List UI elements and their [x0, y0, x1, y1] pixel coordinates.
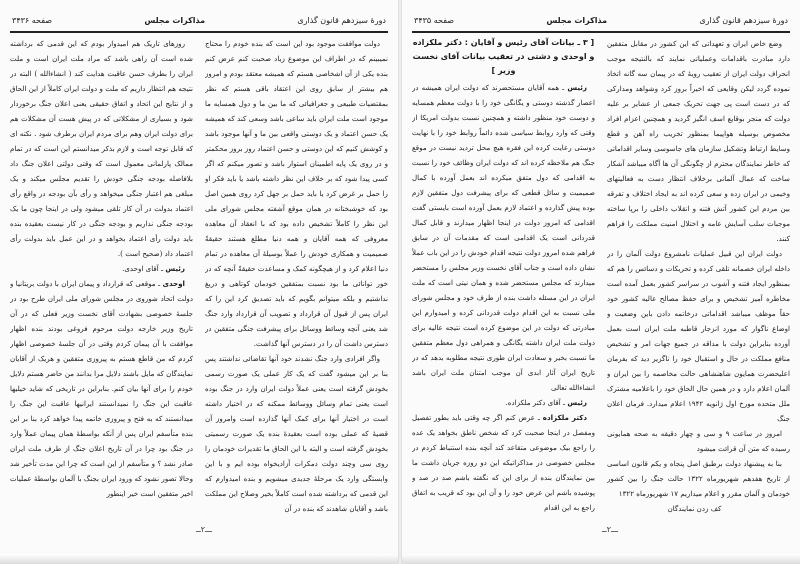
- speaker-name: رئیس: [567, 83, 587, 92]
- text-columns: [10, 36, 388, 522]
- paragraph: روزهای تاریک هم امیدوار بودم که این قدمی که برداشته شده است آن راهی باشد که مراد ملت ایران است و ملت ایران را بطرف حسن عاقبت هدایت کند ( انشاءالله ) البته در نتیجه هم انتظار داریم که ملت و دولت ایران کاملاً از این الحاق و از نتایج این اتحاد و اتفاق حقیقی یعنی اعلان جنگ برخوردار شود و بسیاری از مشکلاتی که در پیش هست آن مشکلات هم برای دولت ایران وهم برای مردم ایران برطرف شود . نکته ای که قابل توجه است و لازم بذکر میدانستم این است که در تمام ممالک پارلمانی معمول است که وقتی دولتی اعلان جنگ داد بلافاصله بودجه جنگی خودش را تقدیم مجلس میکند و یک مبلغی هم اعتبار جنگی میخواهد و رأی بآن بودجه در واقع رأی اعتماد بدولت در آن کار تلقی میشود ولی در اینجا چون ما یک بودجه جنگی نداریم و بودجه جنگی در کار نیست بعقیده بنده باید دولت رأی اعتماد بخواهد و در این عمل باید بدولت رأی اعتماد داد (صحیح است ).: [10, 39, 193, 258]
- paragraph: واگر افرادی وارد جنگ نشدند خود آنها تقاضائی نداشتند پس بنا بر این میشود گفت که یک کار عملی یک صورت رسمی بخودش گرفته است یعنی عملاً دولت ایران وارد در جنگ بوده است یعنی تمام وسائل ووسائط ممکنه که در اختیار داشته است در اختیار آنها برای کمک آنها گذارده است وامروز آن قضیهٔ که عملی بوده است بعقیدهٔ بنده یک صورت رسمیتی بخودش گرفته است و البته با این الحاق ما تقدیرات خودمان را روی سی وچند دولت دمکرات آزادیخواه بوده ایم و با این وابستگی وارد یک مرحلهٔ جدیدی میشویم و بنده امیدوارم که این قدمی که برداشته شده است کاملاً بخیر وصلاح این مملکت باشد و آقایان شاهدند که بنده در آن: [205, 354, 388, 513]
- paragraph: دولت ایران این قبیل عملیات نامشروع دولت آلمان را در داخله ایران خصمانه تلقی کرده و تحریکات و دسائس را هم که بمنظور ایجاد فتنه و آشوب در سراسر کشور بعمل آمده است مخاطره آمیز تشخیص و برای حفظ مصالح عالیه کشور خود حقاً موظف میباشد اقداماتی درخاتمه دادن باین وضعیت و اوضاع ناگوار که مورد انزجار قاطبه ملت ایران است بعمل آورده بنابراین دولت با مداقه در جمیع جهات امر و تشخیص منافع مملکت در حال و استقبال خود را ناگزیر دید که بفرمان اعلیحضرت همایون شاهنشاهی حالت مخاصمه را بین ایران و آلمان اعلام دارد و در همین حال الحاق خود را باعلامیه مشترک ملل متحده مورخ اول ژانویه ۱۹۴۲ اعلام میدارد. فرمان اعلان جنگ: [607, 249, 790, 423]
- series-label: دورهٔ سیزدهم قانون گذاری: [699, 15, 788, 25]
- page-number: صفحه ۳۴۳۵: [414, 15, 455, 25]
- applause-note: کف زدن نمایندگان: [667, 504, 722, 513]
- text-columns: [412, 36, 790, 522]
- right-page: [402, 0, 800, 564]
- speech-text: ـ آقای دکتر ملکزاده.: [505, 398, 568, 407]
- speech-paragraph: [10, 261, 193, 276]
- speaker-name: رئیس: [567, 398, 587, 407]
- folio-mark: ـــ۲ــ: [196, 525, 213, 534]
- speech-paragraph: [412, 80, 595, 395]
- scan-edge-shadow: [0, 554, 398, 564]
- left-page: [0, 0, 398, 564]
- speech-text: ـ همه آقایان مستحضرند که دولت ایران همیشه در اعصار گذشته دوستی و یگانگی خود را با دولت معظم همسایه و دوست خود منظور داشته و همچنین نسبت بدولت امریکا از وقتی که وارد روابط سیاسی شده دائماً روابط خود را با نهایت دوستی رعایت کرده این فقره هیچ محل تردید نیست در موقع جنگ هم ملاحظه کرده اند که دولت ایران وظائف خود را نسبت به اقدامی که دول متفق میکرده اند بعمل آورده با کمال صمیمیت و سائل قطعی که برای پیشرفت دول متفقین لازم بوده پیش گذارده و اعتماد لازم بعمل آورده است بایستی گفت اقدامی که امروز دولت در اینجا اظهار میدارند و قابل کمال قدردانی است یک اقدامی است که مقدمات آن در سابق فراهم شده امروز دولت نتیجه اقدام خودش را در این باب عملاً نشان داده است و جناب آقای نخست وزیر مجلس را مستحضر میدارند که مجلس مستحضر شده و همان نیتی است که ملت ایران در این مسئله داشت بنده از طرف خود و مجلس شورای ملی نسبت به این اقدام دولت قدردانی کرده و امیدوارم این مبادرتی که دولت در این موضوع کرده است نتیجه عالیه برای دولت ملت ایران داشته یگانگی و همراهی دول معظم متفقین ما نسبت بخیر و سعادت ایران طوری نتیجه مطلوبه بدهد که در تاریخ ایران آثار ابدی آن موجب امتنان ملت ایران باشد انشاءالله تعالی: [412, 83, 595, 392]
- column-left: [412, 36, 595, 522]
- column-left: [10, 36, 193, 522]
- series-label: دورهٔ سیزدهم قانون گذاری: [297, 15, 386, 25]
- folio-mark: ـــ۲ــ: [602, 525, 619, 534]
- speech-text: ـ عرض کنم اگر چه وقتی باید بطور تفصیل ومفصل در اینجا صحبت کرد که شخص ناطق بخواهد یک عده را راجع بیک موضوعی متقاعد کند آنچه بنده استنباط کردم در مجلس خصوصی در مذاکراتیکه این دو روزه جریان داشت ما بین نمایندگان بنده از برای این که نگفته باشم صد در صد و پوشیده باشم این عرض خود را و آن این بود که قریب به اتفاق راجع به این اقدام: [412, 413, 595, 512]
- paragraph: دولت موافقت موجود بود این است که بنده خودم را محتاج نمیبینم که در اطراف این موضوع زیاد صحبت کنم عرض کنم بنده یکی از آن اشخاصی هستم که همیشه معتقد بودم و امروز هم بیشتر از سابق روی این اعتقاد باقی هستم که نظر بمقتضیات طبیعی و جغرافیائی که ما بین ما و دول همسایه ما موجود است ملت ایران باید ساعی باشد وسعی کند که همیشه یک حسن اعتماد و یک دوستی واقعی بین ما و آنها موجود باشد و کوشش کنیم که این دوستی و حسن اعتماد روز بروز محکمتر و در روی یک پایه اطمینان استوار باشد و تصور میکنم که اگر کسی پیدا شود که بر خلاف این نظر داشته باشد یا باید فکر او را حمل بر غرض کرد یا باید حمل بر جهل کرد روی همین اصل بود که خوشبختانه در همان موقع آشفته مجلس شورای ملی این نظر را کاملاً تشخیص داده بود که با انعقاد آن معاهده معروفی که همه آقایان و همه دنیا مطلع هستند حقیقةً صمیمیت و همکاری خودش را عملاً بوسیلهٔ آن معاهده در تمام دنیا اعلام کرد و از هیچگونه کمک و مساعدت حقیقةً آنچه که در خور توانائی ما بود نسبت بمتفقین خودمان کوتاهی و دریغ نداشتیم و بلکه میتوانم بگویم که باید تصدیق کرد این را که ایران پس از قبول آن قرارداد و تصویب آن قرارداد وارد جنگ شد یعنی آنچه وسائط ووسائل برای پیشرفت جنگی متفقین در دسترس داشت آن را در دسترس آنها گذاشت.: [205, 39, 388, 348]
- section-heading: [ ۳ ـ بیانات آقای رئیس و آقایان : دکتر ملکزاده و اوحدی و دشتی در تعقیب بیانات آقای نخست وزیر ]: [412, 38, 595, 75]
- speech-paragraph: [412, 395, 595, 410]
- column-right: [205, 36, 388, 522]
- page-number: صفحه ۳۴۳۶: [12, 15, 53, 25]
- speech-paragraph: [412, 410, 595, 515]
- speaker-name: دکتر ملکزاده: [542, 413, 587, 422]
- decree-paragraph: بنا به پیشنهاد دولت برطبق اصل پنجاه و یکم قانون اساسی از تاریخ هفدهم شهریورماه ۱۳۲۲ حالت جنگ را بین کشور خودمان و آلمان مقرر و اعلام میداریم ۱۷ شهریورماه ۱۳۲۲: [607, 459, 790, 498]
- journal-title: مذاکرات مجلس: [144, 15, 206, 25]
- column-right: [607, 36, 790, 522]
- running-head: [12, 12, 386, 28]
- paragraph: وضع خاص ایران و تعهداتی که این کشور در مقابل متفقین دارد مبادرت باقدامات وعملیاتی نمایند که بالنتیجه موجب انحراف دولت ایران از تعقیب رویهٔ که در پیمان سه گانه اتخاذ نموده گردد لیکن وقایعی که اخیراً بروز کرد وشواهد ومدارکی که در دست است پی جهت تحریک جمعی از عشایر بر علیه دولت که منجر بوقایع اسف انگیز گردید و همچنین اعزام افراد مخصوص بوسیله هواپیما بمنظور تخریب راه آهن و قطع وسایط ارتباط وتشکیل سازمان های جاسوسی وسایر اقداماتی که خاطر نمایندگان محترم از چگونگی آن ها آگاه میباشد آشکار ساخت که عمال آلمانی برخلاف انتظار دست به فعالیتهای وخیمی در ایران زده و سعی کرده اند به ایجاد اختلاف و تفرقه بین مردم این کشور آتش فتنه و انقلاب داخلی را برپا ساخته موجبات سلب آسایش عامه و اختلال امنیت مملکت را فراهم کنند.: [607, 39, 790, 243]
- speech-paragraph: [10, 276, 193, 501]
- running-head: [414, 12, 788, 28]
- speech-text: ـ آقای اوحدی.: [122, 264, 166, 273]
- speaker-name: رئیس: [165, 264, 185, 273]
- paragraph: امروز در ساعت ۹ و سی و چهار دقیقه به صحه همایونی رسیده که متن آن قرائت میشود: [607, 429, 790, 453]
- speech-text: ـ موقعی که قرارداد و پیمان ایران با دولت بریتانیا و دولت اتحاد شوروی در مجلس شورای ملی ایران طرح بود در جلسهٔ خصوصی بشهادت آقای نخست وزیر فعلی که در آن تاریخ وزیر خارجه دولت مرحوم فروغی بودند بنده اظهار موافقت با آن پیمان کردم وقتی در آن جلسهٔ خصوصی اظهار کردم که من قاطع هستم به پیروزی متفقین و هریک از آقایان نمایندگان که مایل باشند دلایل مرا بدانند من حاضر هستم دلایل خودم را برای آنها بیان کنم. بنابراین در تاریخی که شاید خیلیها عاقبت این جنگ را نمیدانستند ایرانیها عاقبت این جنگ را میدانستند که به فتح و پیروزی خاتمه پیدا خواهد کرد بنا بر این بنده متأسفم ایران پس از آنکه بواسطهٔ همان پیمان عملاً وارد در جنگ بود چرا در آن تاریخ اعلان جنگ از طرف ملت ایران صادر نشد ؟ و متأسفم از این است که چرا این مدت تأخیر شد وحالا تصور نشود که ورود ایران بجنگ با آلمان بواسطهٔ عملیات اخیر متفقین است خیر اینطور: [10, 279, 193, 498]
- header-rule: [10, 31, 388, 33]
- header-rule: [412, 31, 790, 33]
- scan-edge-shadow: [402, 554, 800, 564]
- speaker-name: اوحدی: [162, 279, 185, 288]
- journal-title: مذاکرات مجلس: [546, 15, 608, 25]
